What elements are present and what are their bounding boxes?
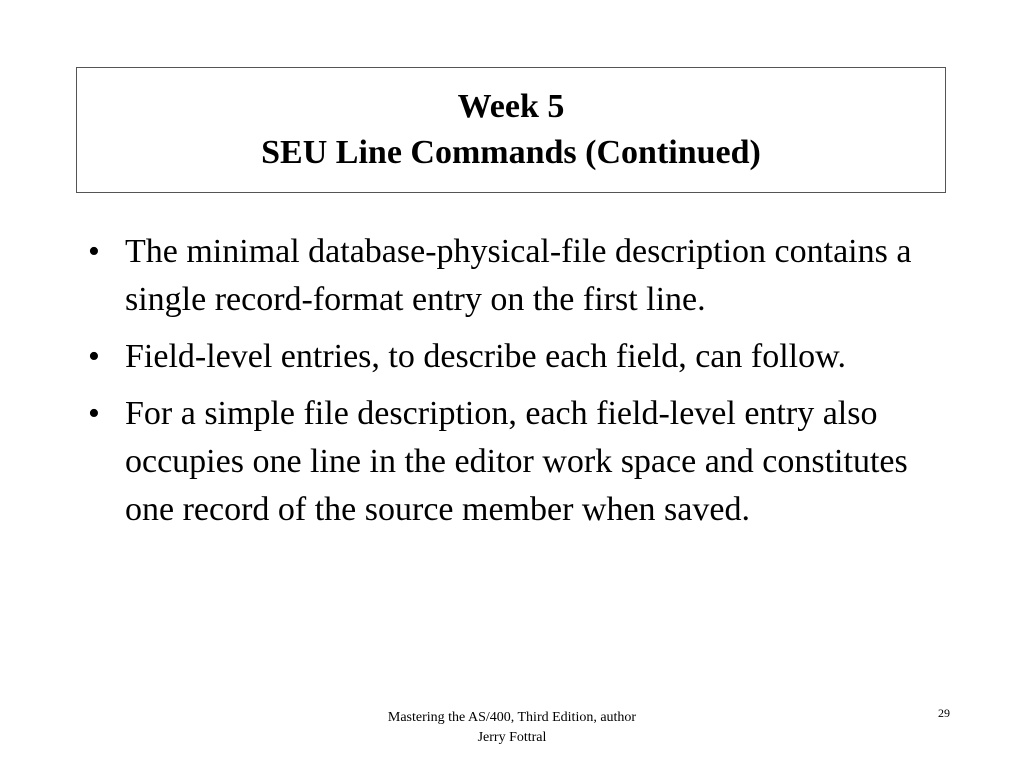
footer-credit xyxy=(312,708,712,748)
footer-credit-line-1: Mastering the AS/400, Third Edition, author xyxy=(387,710,637,725)
bullet-item-2 xyxy=(88,333,948,381)
bullet-text-2: Field-level entries, to describe each field, can follow. xyxy=(125,338,846,375)
bullet-list xyxy=(88,228,948,543)
slide-title-line-1: Week 5 xyxy=(457,88,565,125)
bullet-item-1 xyxy=(88,228,948,324)
bullet-dot-icon: • xyxy=(88,338,100,375)
bullet-item-3 xyxy=(88,390,948,534)
slide-title-box xyxy=(76,67,946,193)
page-number: 29 xyxy=(938,706,950,720)
bullet-text-1: The minimal database-physical-file description contains a single record-format entry on the first line. xyxy=(125,233,912,318)
bullet-text-3: For a simple file description, each field-level entry also occupies one line in the editor work space and constitutes one record of the source member when saved. xyxy=(125,395,908,528)
bullet-dot-icon: • xyxy=(88,395,100,432)
footer-credit-line-2: Jerry Fottral xyxy=(477,730,547,745)
bullet-dot-icon: • xyxy=(88,233,100,270)
slide-title-line-2: SEU Line Commands (Continued) xyxy=(261,134,761,171)
